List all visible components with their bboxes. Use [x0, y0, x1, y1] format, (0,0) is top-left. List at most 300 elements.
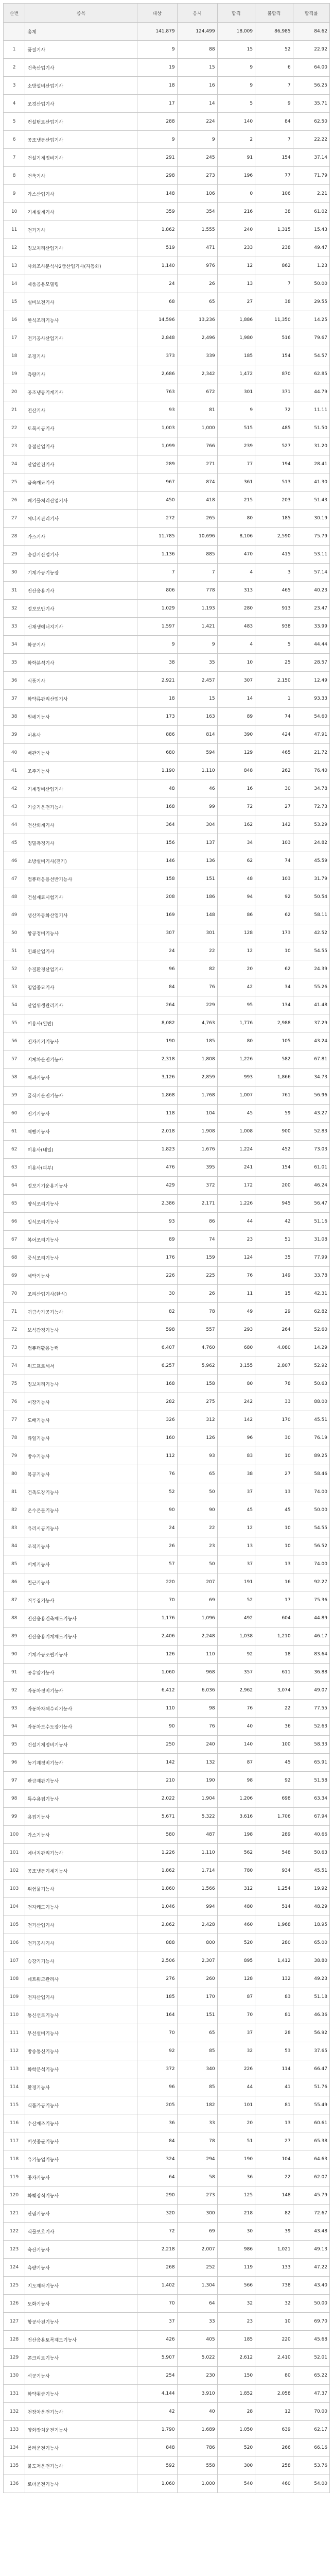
cell-name: 건축산업기사 — [25, 59, 137, 77]
cell-index: 91 — [4, 1664, 25, 1682]
cell-a: 1,046 — [137, 1898, 177, 1916]
cell-e: 2.21 — [293, 185, 329, 203]
cell-d: 262 — [255, 762, 293, 780]
cell-d: 38 — [255, 293, 293, 311]
cell-c: 848 — [217, 762, 255, 780]
cell-a: 2,848 — [137, 329, 177, 347]
cell-c: 129 — [217, 744, 255, 762]
cell-e: 34.73 — [293, 1069, 329, 1087]
table-row — [4, 59, 330, 77]
cell-d: 238 — [255, 239, 293, 257]
cell-d: 7 — [255, 77, 293, 95]
cell-b: 273 — [177, 167, 217, 185]
cell-c: 215 — [217, 492, 255, 510]
cell-d: 18 — [255, 1646, 293, 1664]
cell-d: 84 — [255, 113, 293, 131]
cell-e: 46.36 — [293, 2006, 329, 2024]
cell-b: 50 — [177, 1483, 217, 1501]
table-row — [4, 492, 330, 510]
cell-b: 1,000 — [177, 419, 217, 437]
cell-a: 276 — [137, 1970, 177, 1988]
cell-b: 58 — [177, 2168, 217, 2187]
cell-b: 90 — [177, 1501, 217, 1519]
table-row — [4, 1664, 330, 1682]
cell-d: 27 — [255, 1465, 293, 1483]
cell-b: 99 — [177, 798, 217, 816]
table-row — [4, 924, 330, 942]
cell-d: 35 — [255, 1249, 293, 1267]
cell-b: 994 — [177, 1898, 217, 1916]
cell-c: 780 — [217, 1862, 255, 1880]
table-row — [4, 185, 330, 203]
cell-a: 48 — [137, 780, 177, 798]
cell-a: 93 — [137, 401, 177, 419]
table-row — [4, 1303, 330, 1321]
cell-c: 185 — [217, 347, 255, 365]
cell-index: 109 — [4, 1988, 25, 2006]
cell-a: 359 — [137, 203, 177, 221]
cell-e: 29.55 — [293, 293, 329, 311]
cell-d: 582 — [255, 1050, 293, 1069]
cell-b: 1,714 — [177, 1862, 217, 1880]
cell-index: 78 — [4, 1429, 25, 1447]
cell-name: 가스기능사 — [25, 1826, 137, 1844]
cell-e: 64.63 — [293, 2150, 329, 2168]
cell-name: 수질환경산업기사 — [25, 960, 137, 978]
cell-c: 48 — [217, 870, 255, 888]
cell-index: 67 — [4, 1231, 25, 1249]
cell-a: 64 — [137, 2168, 177, 2187]
cell-index: 74 — [4, 1357, 25, 1375]
cell-c: 89 — [217, 708, 255, 726]
cell-b: 35 — [177, 654, 217, 672]
cell-index: 112 — [4, 2042, 25, 2060]
table-row — [4, 1393, 330, 1411]
cell-name: 불도저운전기능사 — [25, 2457, 137, 2475]
cell-d: 74 — [255, 708, 293, 726]
table-row — [4, 239, 330, 257]
cell-d: 13 — [255, 2114, 293, 2132]
cell-b: 240 — [177, 1736, 217, 1754]
cell-a: 210 — [137, 1772, 177, 1790]
cell-b: 558 — [177, 2457, 217, 2475]
cell-e: 89.25 — [293, 1447, 329, 1465]
cell-e: 43.48 — [293, 2223, 329, 2241]
cell-c: 38 — [217, 1465, 255, 1483]
cell-index: 64 — [4, 1177, 25, 1195]
table-row — [4, 2223, 330, 2241]
table-row — [4, 1321, 330, 1339]
cell-index: 4 — [4, 95, 25, 113]
table-row — [4, 942, 330, 960]
cell-b: 1,110 — [177, 762, 217, 780]
cell-a: 290 — [137, 2187, 177, 2205]
table-row — [4, 996, 330, 1014]
cell-name: 기계가공조립기능사 — [25, 1646, 137, 1664]
cell-b: 229 — [177, 996, 217, 1014]
cell-c: 70 — [217, 2006, 255, 2024]
cell-index: 111 — [4, 2024, 25, 2042]
cell-a: 1,003 — [137, 419, 177, 437]
cell-index: 119 — [4, 2168, 25, 2187]
cell-e: 12.49 — [293, 672, 329, 690]
cell-name: 정보보안기사 — [25, 600, 137, 618]
cell-b: 3,910 — [177, 2385, 217, 2403]
cell-index: 85 — [4, 1555, 25, 1573]
cell-b: 5,962 — [177, 1357, 217, 1375]
cell-b: 1,193 — [177, 600, 217, 618]
cell-a: 450 — [137, 492, 177, 510]
cell-d: 77 — [255, 167, 293, 185]
cell-index: 3 — [4, 77, 25, 95]
cell-d: 200 — [255, 1177, 293, 1195]
cell-d: 52 — [255, 41, 293, 59]
table-row — [4, 2403, 330, 2421]
table-row — [4, 1682, 330, 1700]
cell-a: 84 — [137, 978, 177, 996]
cell-name: 네트워크관리사 — [25, 1970, 137, 1988]
cell-name: 유기농업기능사 — [25, 2150, 137, 2168]
cell-name: 기중기운전기능사 — [25, 798, 137, 816]
cell-a: 592 — [137, 2457, 177, 2475]
cell-e: 55.49 — [293, 2096, 329, 2114]
cell-name: 무선설비기능사 — [25, 2024, 137, 2042]
cell-b: 1,689 — [177, 2421, 217, 2439]
cell-index: 62 — [4, 1141, 25, 1159]
cell-b: 15 — [177, 59, 217, 77]
table-row — [4, 1772, 330, 1790]
cell-c: 9 — [217, 77, 255, 95]
cell-e: 70.00 — [293, 2403, 329, 2421]
cell-index: 25 — [4, 473, 25, 492]
cell-b: 2,457 — [177, 672, 217, 690]
cell-a: 158 — [137, 870, 177, 888]
cell-e: 45.79 — [293, 2187, 329, 2205]
cell-a: 426 — [137, 2331, 177, 2349]
cell-index: 133 — [4, 2421, 25, 2439]
cell-d: 25 — [255, 654, 293, 672]
cell-name: 화약류관리산업기사 — [25, 690, 137, 708]
cell-b: 33 — [177, 2114, 217, 2132]
cell-a: 185 — [137, 1988, 177, 2006]
cell-c: 87 — [217, 1754, 255, 1772]
cell-c: 1,776 — [217, 1014, 255, 1032]
cell-a: 156 — [137, 834, 177, 852]
cell-a: 1,099 — [137, 437, 177, 455]
cell-d: 134 — [255, 996, 293, 1014]
cell-index: 47 — [4, 870, 25, 888]
cell-e: 62.50 — [293, 113, 329, 131]
cell-c: 1,226 — [217, 1195, 255, 1213]
cell-a: 148 — [137, 185, 177, 203]
cell-name: 금속재료기사 — [25, 473, 137, 492]
cell-a: 680 — [137, 744, 177, 762]
cell-b: 9 — [177, 131, 217, 149]
table-row — [4, 1754, 330, 1772]
cell-b: 22 — [177, 1519, 217, 1537]
cell-d: 3 — [255, 564, 293, 582]
cell-d: 74 — [255, 852, 293, 870]
cell-e: 52.60 — [293, 1321, 329, 1339]
table-row — [4, 978, 330, 996]
cell-e: 61.02 — [293, 203, 329, 221]
table-row — [4, 1952, 330, 1970]
cell-b: 78 — [177, 2132, 217, 2150]
cell-b: 1,304 — [177, 2277, 217, 2295]
cell-e: 54.57 — [293, 347, 329, 365]
cell-index: 32 — [4, 600, 25, 618]
table-row — [4, 744, 330, 762]
cell-c: 125 — [217, 2187, 255, 2205]
cell-b: 260 — [177, 1970, 217, 1988]
cell-b: 137 — [177, 834, 217, 852]
cell-name: 식품가공기능사 — [25, 2096, 137, 2114]
cell-name: 제품응용모델링 — [25, 275, 137, 293]
cell-e: 61.01 — [293, 1159, 329, 1177]
cell-c: 1,007 — [217, 1087, 255, 1105]
cell-c: 1,472 — [217, 365, 255, 383]
cell-a: 289 — [137, 455, 177, 473]
cell-a: 888 — [137, 1934, 177, 1952]
cell-e: 46.24 — [293, 1177, 329, 1195]
cell-e: 45.51 — [293, 1411, 329, 1429]
table-row — [4, 383, 330, 401]
cell-name: 수산제조기능사 — [25, 2114, 137, 2132]
cell-c: 20 — [217, 960, 255, 978]
table-row — [4, 1429, 330, 1447]
cell-name: 항공정비기능사 — [25, 924, 137, 942]
cell-a: 76 — [137, 1465, 177, 1483]
cell-c: 37 — [217, 1483, 255, 1501]
table-row — [4, 600, 330, 618]
cell-b: 372 — [177, 1177, 217, 1195]
table-row — [4, 221, 330, 239]
cell-index: 110 — [4, 2006, 25, 2024]
cell-e: 88.00 — [293, 1393, 329, 1411]
cell-index: 45 — [4, 834, 25, 852]
cell-c: 5 — [217, 95, 255, 113]
cell-e: 53.11 — [293, 546, 329, 564]
cell-b: 885 — [177, 546, 217, 564]
cell-d: 30 — [255, 1429, 293, 1447]
cell-d: 424 — [255, 726, 293, 744]
cell-b: 9 — [177, 636, 217, 654]
cell-c: 98 — [217, 1772, 255, 1790]
cell-name: 전산응용토목제도기능사 — [25, 2331, 137, 2349]
table-row — [4, 1736, 330, 1754]
cell-a: 118 — [137, 1105, 177, 1123]
cell-a: 806 — [137, 582, 177, 600]
cell-index: 122 — [4, 2223, 25, 2241]
cell-b: 1,808 — [177, 1050, 217, 1069]
cell-a: 168 — [137, 798, 177, 816]
cell-c: 96 — [217, 1429, 255, 1447]
table-row — [4, 870, 330, 888]
cell-index: 135 — [4, 2457, 25, 2475]
cell-d: 13 — [255, 1555, 293, 1573]
cell-c: 13 — [217, 1537, 255, 1555]
cell-name: 식물보호기사 — [25, 2223, 137, 2241]
cell-c: 11 — [217, 1285, 255, 1303]
cell-a: 89 — [137, 1231, 177, 1249]
cell-c: 140 — [217, 113, 255, 131]
cell-a: 2,862 — [137, 1916, 177, 1934]
cell-c: 40 — [217, 1718, 255, 1736]
cell-c: 30 — [217, 2223, 255, 2241]
cell-d: 154 — [255, 1159, 293, 1177]
cell-d: 514 — [255, 1898, 293, 1916]
cell-b: 786 — [177, 2439, 217, 2457]
cell-e: 92.27 — [293, 1573, 329, 1591]
cell-b: 159 — [177, 1249, 217, 1267]
cell-e: 56.25 — [293, 77, 329, 95]
cell-d: 738 — [255, 2277, 293, 2295]
column-header-index: 순번 — [4, 4, 25, 23]
cell-e: 49.13 — [293, 2241, 329, 2259]
cell-index: 56 — [4, 1032, 25, 1050]
cell-name: 품질기사 — [25, 41, 137, 59]
cell-b: 1,421 — [177, 618, 217, 636]
cell-a: 476 — [137, 1159, 177, 1177]
cell-e: 54.60 — [293, 708, 329, 726]
cell-name: 공조냉동기계기사 — [25, 383, 137, 401]
cell-c: 520 — [217, 2439, 255, 2457]
cell-e: 49.07 — [293, 1682, 329, 1700]
table-row — [4, 618, 330, 636]
cell-index: 30 — [4, 564, 25, 582]
cell-e: 74.00 — [293, 1555, 329, 1573]
cell-a: 19 — [137, 59, 177, 77]
cell-e: 71.79 — [293, 167, 329, 185]
table-row — [4, 1573, 330, 1591]
cell-index: 1 — [4, 41, 25, 59]
cell-c: 191 — [217, 1573, 255, 1591]
cell-name: 기계정비산업기사 — [25, 780, 137, 798]
cell-name: 설비보전기사 — [25, 293, 137, 311]
cell-c: 44 — [217, 2078, 255, 2096]
cell-index: 86 — [4, 1573, 25, 1591]
cell-b: 766 — [177, 437, 217, 455]
cell-c: 95 — [217, 996, 255, 1014]
cell-a: 364 — [137, 816, 177, 834]
cell-e: 44.79 — [293, 383, 329, 401]
cell-e: 49.23 — [293, 1970, 329, 1988]
table-row — [4, 2277, 330, 2295]
cell-name: 환경기능사 — [25, 2078, 137, 2096]
certification-stats-table — [3, 3, 330, 2493]
cell-c: 52 — [217, 1591, 255, 1609]
cell-name: 전기기능사 — [25, 1105, 137, 1123]
cell-b: 7 — [177, 564, 217, 582]
cell-name: 식품기사 — [25, 672, 137, 690]
cell-d: 2,590 — [255, 528, 293, 546]
cell-d: 1,968 — [255, 1916, 293, 1934]
cell-e: 73.03 — [293, 1141, 329, 1159]
table-row — [4, 654, 330, 672]
cell-e: 47.22 — [293, 2259, 329, 2277]
cell-a: 11,785 — [137, 528, 177, 546]
cell-a: 1,860 — [137, 1880, 177, 1898]
cell-d: 149 — [255, 1267, 293, 1285]
table-row — [4, 1970, 330, 1988]
cell-b: 874 — [177, 473, 217, 492]
cell-b: 301 — [177, 924, 217, 942]
cell-d: 41 — [255, 2078, 293, 2096]
cell-index: 83 — [4, 1519, 25, 1537]
cell-index — [4, 23, 25, 41]
cell-e: 43.24 — [293, 1032, 329, 1050]
cell-a: 1,402 — [137, 2277, 177, 2295]
cell-name: 버섯종균기능사 — [25, 2132, 137, 2150]
cell-a: 72 — [137, 2223, 177, 2241]
cell-e: 51.43 — [293, 492, 329, 510]
cell-c: 307 — [217, 672, 255, 690]
cell-a: 2,506 — [137, 1952, 177, 1970]
cell-index: 114 — [4, 2078, 25, 2096]
cell-b: 273 — [177, 2187, 217, 2205]
cell-c: 390 — [217, 726, 255, 744]
cell-e: 84.62 — [293, 23, 329, 41]
cell-name: 전산응용기계제도기능사 — [25, 1628, 137, 1646]
cell-e: 49.47 — [293, 239, 329, 257]
table-row — [4, 347, 330, 365]
cell-e: 51.18 — [293, 1988, 329, 2006]
cell-c: 3,616 — [217, 1808, 255, 1826]
cell-e: 69.70 — [293, 2313, 329, 2331]
cell-c: 86 — [217, 906, 255, 924]
cell-b: 4,763 — [177, 1014, 217, 1032]
table-row — [4, 2421, 330, 2439]
table-row — [4, 1357, 330, 1375]
cell-index: 127 — [4, 2313, 25, 2331]
cell-e: 65.91 — [293, 1754, 329, 1772]
cell-c: 190 — [217, 2150, 255, 2168]
cell-a: 268 — [137, 2259, 177, 2277]
cell-c: 16 — [217, 780, 255, 798]
cell-index: 82 — [4, 1501, 25, 1519]
cell-b: 5,022 — [177, 2349, 217, 2367]
table-row — [4, 401, 330, 419]
cell-name: 워드프로세서 — [25, 1357, 137, 1375]
cell-e: 23.47 — [293, 600, 329, 618]
cell-a: 164 — [137, 2006, 177, 2024]
cell-a: 2,406 — [137, 1628, 177, 1646]
cell-b: 1,566 — [177, 1880, 217, 1898]
cell-index: 36 — [4, 672, 25, 690]
cell-b: 1,904 — [177, 1790, 217, 1808]
cell-c: 72 — [217, 798, 255, 816]
cell-c: 12 — [217, 257, 255, 275]
table-row — [4, 1898, 330, 1916]
cell-b: 185 — [177, 1032, 217, 1050]
cell-name: 측량기사 — [25, 365, 137, 383]
table-row — [4, 852, 330, 870]
cell-c: 77 — [217, 455, 255, 473]
cell-name: 지도제작기능사 — [25, 2277, 137, 2295]
cell-c: 3,155 — [217, 1357, 255, 1375]
cell-c: 2,962 — [217, 1682, 255, 1700]
table-row — [4, 906, 330, 924]
cell-name: 임업종묘기사 — [25, 978, 137, 996]
table-header — [4, 4, 330, 23]
cell-b: 82 — [177, 960, 217, 978]
cell-d: 114 — [255, 2060, 293, 2078]
cell-a: 6,412 — [137, 1682, 177, 1700]
cell-e: 11.11 — [293, 401, 329, 419]
cell-index: 60 — [4, 1105, 25, 1123]
cell-b: 186 — [177, 888, 217, 906]
cell-b: 405 — [177, 2331, 217, 2349]
